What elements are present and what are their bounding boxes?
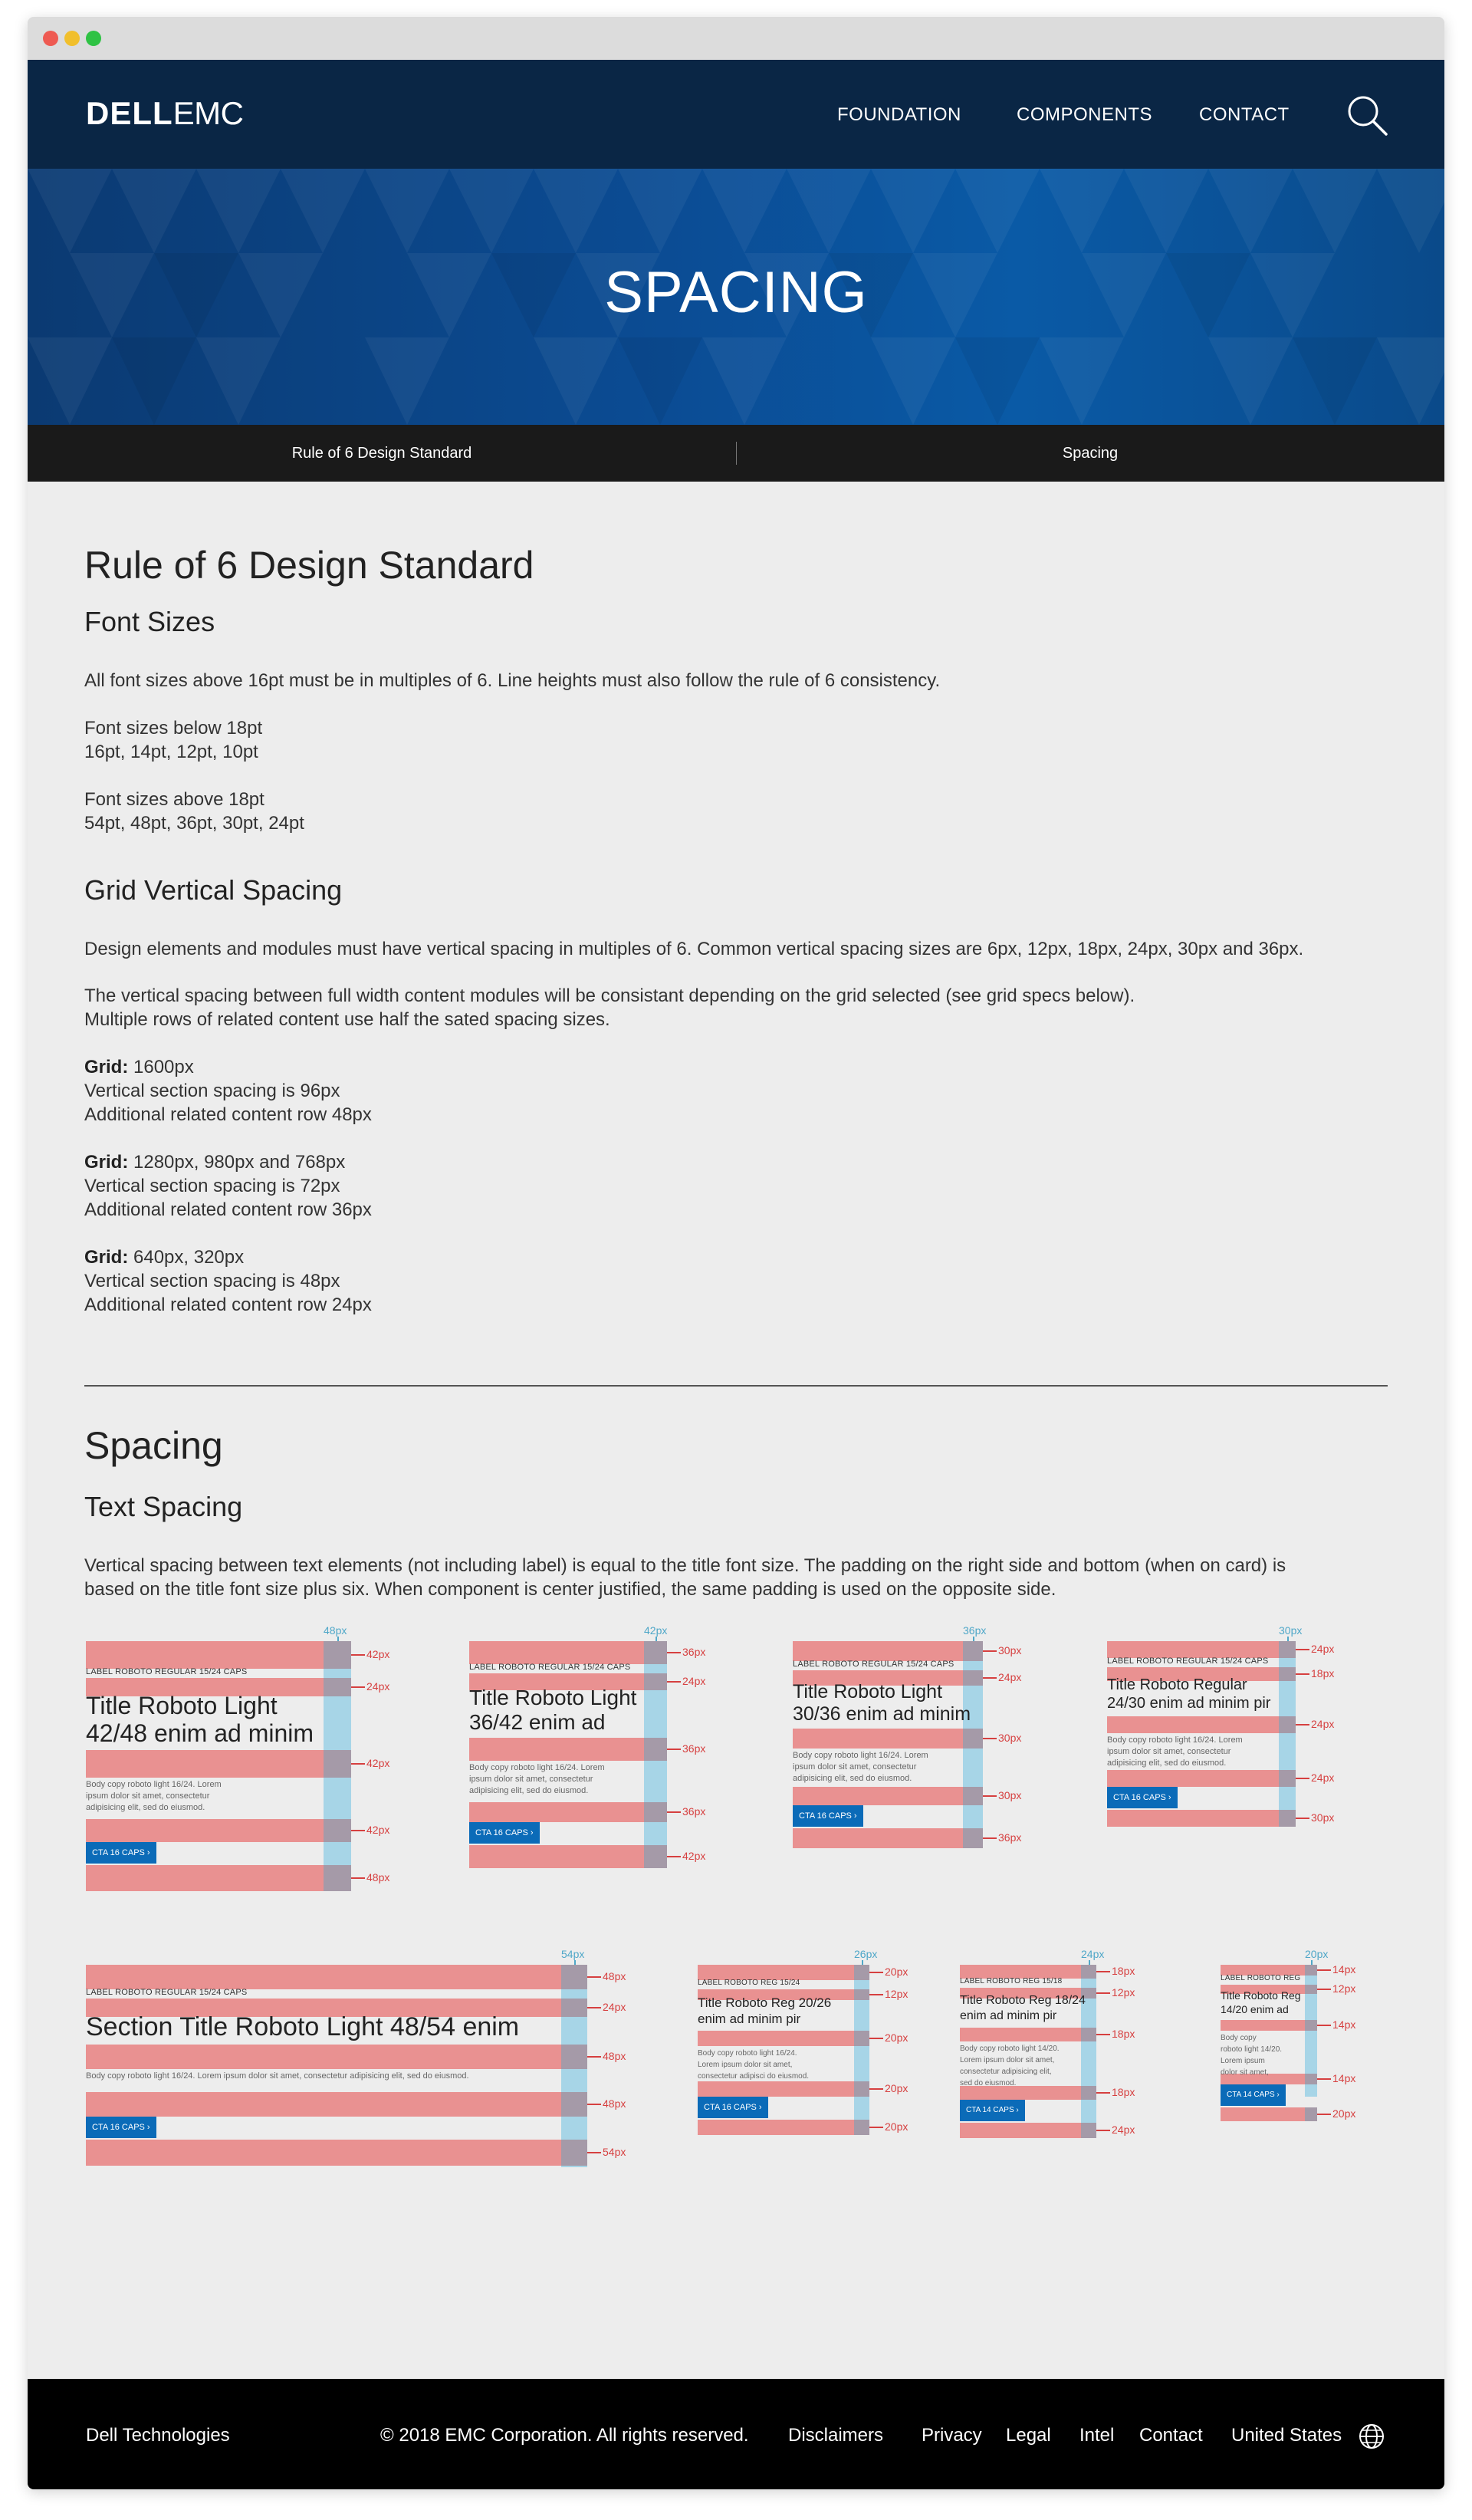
diagram-body: consectetur adipisicing elit, (960, 2068, 1052, 2076)
font-above-values: 54pt, 48pt, 36pt, 30pt, 24pt (84, 813, 304, 834)
globe-icon[interactable] (1359, 2423, 1385, 2449)
grid-label: Grid: (84, 1152, 129, 1173)
grid-value: 640px, 320px (128, 1247, 245, 1268)
marker-tick (1317, 2114, 1331, 2115)
gutter-overlap (854, 2120, 869, 2135)
sub-nav (28, 425, 1444, 482)
diagram-cta-button: CTA 14 CAPS › (1221, 2084, 1286, 2106)
browser-window (28, 17, 1444, 2489)
marker-label: 36px (998, 1831, 1022, 1844)
marker-label: 30px (998, 1789, 1022, 1801)
nav-link-foundation[interactable]: FOUNDATION (837, 104, 961, 125)
marker-label: 12px (1332, 1982, 1356, 1995)
marker-label: 42px (366, 1648, 390, 1660)
diagram-cta-button: CTA 16 CAPS › (1107, 1787, 1178, 1808)
marker-label: 14px (1332, 2072, 1356, 2084)
subnav-item-rule-of-6[interactable]: Rule of 6 Design Standard (291, 445, 472, 462)
spacing-band (86, 2140, 561, 2166)
diagram-title: Title Roboto Light (86, 1692, 278, 1719)
gutter-width-label: 42px (644, 1624, 668, 1637)
footer-link-intel[interactable]: Intel (1079, 2425, 1115, 2446)
marker-label: 18px (1112, 2086, 1135, 2098)
gutter-overlap (1279, 1716, 1296, 1733)
gutter-width-label: 30px (1279, 1624, 1303, 1637)
marker-tick (351, 1654, 365, 1656)
spacing-band (698, 2120, 854, 2135)
gutter-overlap (1305, 1965, 1317, 1976)
grid-label: Grid: (84, 1247, 129, 1268)
marker-label: 24px (1311, 1772, 1335, 1784)
gutter-overlap (1279, 1641, 1296, 1658)
diagram-cta-button: CTA 16 CAPS › (793, 1805, 863, 1827)
marker-tick (869, 2127, 883, 2128)
marker-tick (983, 1650, 997, 1652)
logo-emc: EMC (172, 95, 244, 131)
grid-row: Additional related content row 48px (84, 1104, 372, 1125)
diagram-cta-button: CTA 16 CAPS › (86, 2117, 156, 2138)
diagram-cta-button: CTA 14 CAPS › (960, 2100, 1025, 2121)
diagram-title: enim ad minim pir (698, 2012, 801, 2026)
marker-label: 12px (885, 1988, 909, 2000)
diagram-cta-button: CTA 16 CAPS › (86, 1842, 156, 1864)
section-title-rule-of-6: Rule of 6 Design Standard (84, 544, 534, 587)
spacing-band (960, 2028, 1081, 2041)
marker-tick (1317, 1969, 1331, 1971)
spacing-band (793, 1828, 963, 1848)
diagram-label: LABEL ROBOTO REGULAR 15/24 CAPS (86, 1667, 248, 1676)
spacing-band (793, 1641, 963, 1661)
main-content (28, 482, 1444, 2379)
spacing-band (698, 2031, 854, 2046)
marker-tick (667, 1856, 681, 1857)
diagram-title: Title Roboto Light (793, 1681, 943, 1702)
marker-label: 18px (1112, 1965, 1135, 1977)
marker-tick (587, 1976, 601, 1978)
diagram-body: Body copy roboto light 14/20. (960, 2045, 1060, 2053)
marker-label: 20px (885, 2082, 909, 2094)
marker-tick (983, 1795, 997, 1797)
spacing-band (469, 1845, 644, 1868)
diagram-title: 36/42 enim ad (469, 1710, 606, 1734)
text-spacing-intro-1: Vertical spacing between text elements (not including label) is equal to the title font size. The padding on the right side and bottom (when on card) is (84, 1555, 1286, 1576)
spacing-band (86, 1819, 324, 1842)
close-dot-icon[interactable] (43, 31, 58, 46)
diagram-body: ipsum dolor sit amet, consectetur (1107, 1747, 1231, 1756)
diagram-body: Body copy roboto light 16/24. Lorem (793, 1751, 928, 1760)
font-sizes-intro: All font sizes above 16pt must be in multiples of 6. Line heights must also follow the rule of 6 consistency. (84, 670, 941, 691)
spacing-band (793, 1729, 963, 1749)
marker-label: 12px (1112, 1986, 1135, 1999)
marker-label: 18px (1112, 2028, 1135, 2040)
footer-brand[interactable]: Dell Technologies (86, 2425, 230, 2446)
spacing-band (86, 1965, 561, 1989)
spacing-band (698, 1965, 854, 1980)
spacing-band (86, 2045, 561, 2069)
gutter-overlap (963, 1787, 983, 1805)
gutter-overlap (1305, 2107, 1317, 2121)
gutter-width-label: 20px (1305, 1948, 1329, 1960)
marker-tick (1096, 2092, 1110, 2094)
marker-label: 30px (998, 1732, 1022, 1744)
marker-label: 14px (1332, 1963, 1356, 1976)
diagram-body: ipsum dolor sit amet, consectetur (86, 1791, 210, 1801)
marker-tick (1317, 1989, 1331, 1990)
grid-value: 1280px, 980px and 768px (128, 1152, 346, 1173)
marker-tick (587, 2104, 601, 2105)
gutter-overlap (963, 1729, 983, 1749)
marker-label: 24px (603, 2001, 626, 2013)
spacing-band (1221, 2020, 1305, 2031)
marker-label: 42px (366, 1757, 390, 1769)
gutter-overlap (324, 1641, 351, 1669)
marker-label: 24px (1112, 2124, 1135, 2136)
marker-tick (1296, 1649, 1309, 1650)
diagram-body: adipisicing elit, sed do eiusmod. (1107, 1758, 1227, 1768)
gutter-overlap (561, 1999, 587, 2017)
diagram-title: 14/20 enim ad (1221, 2003, 1289, 2015)
diagram-title: Title Roboto Light (469, 1686, 637, 1709)
grid-line-1: The vertical spacing between full width content modules will be consistant depending on the grid selected (see grid specs below). (84, 985, 1135, 1006)
grid-intro: Design elements and modules must have vertical spacing in multiples of 6. Common vertical spacing sizes are 6px, 12px, 18px, 24px, 30px and 36px. (84, 939, 1304, 959)
marker-label: 24px (1311, 1718, 1335, 1730)
footer-copyright: © 2018 EMC Corporation. All rights reserved. (380, 2425, 749, 2446)
diagram-body: Lorem ipsum dolor sit amet, (698, 2061, 793, 2069)
grid-line-2: Multiple rows of related content use half the sated spacing sizes. (84, 1009, 610, 1030)
marker-label: 48px (366, 1871, 390, 1883)
browser-chrome (28, 17, 1444, 60)
footer-link-contact[interactable]: Contact (1139, 2425, 1203, 2446)
gutter-overlap (1081, 2086, 1096, 2100)
diagram-cta-button: CTA 16 CAPS › (698, 2097, 768, 2118)
search-icon[interactable] (1346, 94, 1389, 137)
gutter-overlap (963, 1670, 983, 1686)
footer-link-disclaimers[interactable]: Disclaimers (788, 2425, 884, 2446)
diagram-title: Title Roboto Reg 20/26 (698, 1995, 832, 2010)
marker-label: 30px (1311, 1811, 1335, 1824)
diagram-body: Lorem ipsum (1221, 2057, 1265, 2065)
gutter-overlap (644, 1673, 667, 1690)
spacing-band (1107, 1810, 1279, 1827)
marker-tick (869, 2038, 883, 2039)
diagram-body: Body copy roboto light 16/24. Lorem (469, 1763, 605, 1772)
marker-tick (869, 1972, 883, 1973)
diagram-body: adipisicing elit, sed do eiusmod. (793, 1774, 912, 1783)
diagram-body: dolor sit amet, (1221, 2068, 1269, 2077)
diagram-body: Body copy roboto light 16/24. Lorem ipsum dolor sit amet, consectetur adipisicing elit, sed do eiusmod. (86, 2071, 469, 2081)
text-spacing-intro-2: based on the title font size plus six. When component is center justified, the same padding is used on the opposite side. (84, 1579, 1056, 1600)
spacing-band (698, 2081, 854, 2097)
marker-tick (351, 1877, 365, 1879)
font-below-label: Font sizes below 18pt (84, 718, 263, 739)
minimize-dot-icon[interactable] (64, 31, 80, 46)
gutter-width-label: 48px (324, 1624, 347, 1637)
marker-tick (587, 2152, 601, 2153)
gutter-overlap (1081, 2028, 1096, 2041)
grid-row: Additional related content row 36px (84, 1199, 372, 1220)
marker-tick (667, 1749, 681, 1750)
spacing-band (469, 1641, 644, 1664)
diagram-title: 30/36 enim ad minim (793, 1703, 971, 1725)
diagram-label: LABEL ROBOTO REGULAR 15/24 CAPS (86, 1988, 248, 1997)
grid-label: Grid: (84, 1057, 129, 1077)
diagram-body: adipisicing elit, sed do eiusmod. (86, 1803, 205, 1812)
diagram-title: Title Roboto Reg (1221, 1989, 1301, 2002)
marker-label: 36px (682, 1805, 706, 1818)
gutter-overlap (644, 1641, 667, 1664)
marker-label: 30px (998, 1644, 1022, 1656)
gutter-overlap (854, 2031, 869, 2046)
marker-label: 24px (366, 1680, 390, 1693)
marker-tick (983, 1677, 997, 1679)
gutter-overlap (854, 2081, 869, 2097)
marker-label: 54px (603, 2146, 626, 2158)
marker-tick (1296, 1818, 1309, 1819)
gutter-overlap (1279, 1770, 1296, 1787)
grid-row: Additional related content row 24px (84, 1295, 372, 1315)
font-above-label: Font sizes above 18pt (84, 789, 264, 810)
marker-tick (1096, 2034, 1110, 2035)
diagram-label: LABEL ROBOTO REG (1221, 1974, 1301, 1982)
spacing-band (469, 1802, 644, 1822)
diagram-body: Body copy roboto light 16/24. (698, 2049, 797, 2058)
nav-link-contact[interactable]: CONTACT (1199, 104, 1290, 125)
grid-spacing: Vertical section spacing is 96px (84, 1081, 340, 1101)
marker-tick (1296, 1724, 1309, 1726)
diagram-body: ipsum dolor sit amet, consectetur (469, 1775, 593, 1784)
gutter-overlap (963, 1641, 983, 1661)
diagram-title: Title Roboto Regular (1107, 1676, 1247, 1693)
marker-tick (1096, 1992, 1110, 1994)
marker-label: 48px (603, 1970, 626, 1982)
grid-spec-640 (84, 1245, 372, 1317)
marker-label: 20px (885, 2120, 909, 2133)
gutter-overlap (1305, 2020, 1317, 2031)
marker-label: 20px (885, 2031, 909, 2044)
spacing-band (1107, 1641, 1279, 1658)
gutter-overlap (644, 1845, 667, 1868)
diagram-label: LABEL ROBOTO REGULAR 15/24 CAPS (469, 1663, 631, 1672)
gutter-width-label: 54px (561, 1948, 585, 1960)
gutter-overlap (854, 1989, 869, 2000)
diagram-body: consectetur adipisci do eiusmod. (698, 2072, 810, 2081)
diagram-body: Body copy roboto light 16/24. Lorem (86, 1780, 222, 1789)
marker-tick (351, 1686, 365, 1688)
diagram-body: ipsum dolor sit amet, consectetur (793, 1762, 917, 1772)
logo-dell: DELL (86, 95, 173, 131)
marker-tick (667, 1811, 681, 1813)
gutter-overlap (324, 1819, 351, 1842)
gutter-overlap (561, 2045, 587, 2069)
marker-label: 20px (1332, 2107, 1356, 2120)
marker-tick (869, 1994, 883, 1995)
diagram-body: adipisicing elit, sed do eiusmod. (469, 1786, 589, 1795)
heading-text-spacing: Text Spacing (84, 1491, 243, 1522)
grid-value: 1600px (128, 1057, 194, 1077)
marker-tick (1296, 1673, 1309, 1675)
marker-tick (983, 1837, 997, 1839)
marker-label: 24px (1311, 1643, 1335, 1655)
marker-label: 18px (1311, 1667, 1335, 1679)
hero-banner (28, 169, 1444, 425)
grid-spacing: Vertical section spacing is 48px (84, 1271, 340, 1291)
marker-tick (587, 2056, 601, 2058)
gutter-overlap (1081, 1965, 1096, 1979)
top-nav (28, 60, 1444, 169)
spacing-band (86, 1641, 324, 1669)
footer-link-united-states[interactable]: United States (1231, 2425, 1342, 2446)
page-title: SPACING (604, 260, 868, 325)
spacing-band (1107, 1770, 1279, 1787)
gutter-overlap (644, 1802, 667, 1822)
footer-link-legal[interactable]: Legal (1006, 2425, 1051, 2446)
marker-tick (1096, 2130, 1110, 2131)
spacing-band (1107, 1716, 1279, 1733)
gutter-width-label: 36px (963, 1624, 987, 1637)
marker-label: 42px (366, 1824, 390, 1836)
marker-tick (983, 1738, 997, 1739)
diagram-cta-button: CTA 16 CAPS › (469, 1822, 540, 1844)
gutter-overlap (324, 1678, 351, 1696)
spacing-band (793, 1787, 963, 1805)
marker-label: 14px (1332, 2018, 1356, 2031)
marker-tick (1096, 1971, 1110, 1972)
marker-tick (351, 1830, 365, 1831)
maximize-dot-icon[interactable] (86, 31, 101, 46)
section-title-spacing: Spacing (84, 1424, 223, 1467)
gutter-overlap (1305, 1985, 1317, 1994)
spacing-band (86, 1865, 324, 1891)
diagram-title: 42/48 enim ad minim (86, 1719, 314, 1747)
marker-label: 36px (682, 1646, 706, 1658)
spacing-band (86, 2092, 561, 2117)
diagram-label: LABEL ROBOTO REGULAR 15/24 CAPS (1107, 1656, 1269, 1666)
gutter-overlap (1279, 1810, 1296, 1827)
font-below-values: 16pt, 14pt, 12pt, 10pt (84, 742, 258, 762)
diagram-label: LABEL ROBOTO REG 15/24 (698, 1979, 800, 1987)
gutter-overlap (1279, 1667, 1296, 1681)
marker-label: 48px (603, 2097, 626, 2110)
diagram-label: LABEL ROBOTO REGULAR 15/24 CAPS (793, 1660, 955, 1669)
diagram-title: Section Title Roboto Light 48/54 enim (86, 2012, 520, 2041)
marker-label: 48px (603, 2050, 626, 2062)
diagram-label: LABEL ROBOTO REG 15/18 (960, 1977, 1063, 1985)
heading-grid-vertical-spacing: Grid Vertical Spacing (84, 874, 343, 906)
marker-tick (667, 1681, 681, 1683)
gutter-overlap (963, 1828, 983, 1848)
diagram-body: Body copy (1221, 2034, 1257, 2042)
marker-tick (1317, 2025, 1331, 2026)
diagram-body: Lorem ipsum dolor sit amet, (960, 2056, 1055, 2064)
marker-tick (869, 2088, 883, 2090)
grid-spec-1280 (84, 1150, 372, 1222)
marker-tick (351, 1763, 365, 1765)
gutter-overlap (1081, 2123, 1096, 2138)
diagram-body: Body copy roboto light 16/24. Lorem (1107, 1735, 1243, 1745)
spacing-band (86, 1750, 324, 1778)
marker-label: 36px (682, 1742, 706, 1755)
diagram-title: 24/30 enim ad minim pir (1107, 1695, 1271, 1712)
marker-tick (587, 2007, 601, 2008)
marker-tick (1317, 2078, 1331, 2080)
diagram-body: roboto light 14/20. (1221, 2045, 1283, 2054)
nav-link-components[interactable]: COMPONENTS (1017, 104, 1153, 125)
marker-label: 24px (998, 1671, 1022, 1683)
marker-label: 42px (682, 1850, 706, 1862)
gutter-width-label: 26px (854, 1948, 878, 1960)
spacing-band (469, 1738, 644, 1761)
diagram-title: enim ad minim pir (960, 2009, 1057, 2022)
dell-emc-logo[interactable] (86, 95, 244, 132)
footer (28, 2379, 1444, 2489)
marker-label: 20px (885, 1966, 909, 1978)
diagram-body: sed do eiusmod. (960, 2079, 1017, 2087)
gutter-overlap (854, 1965, 869, 1980)
marker-tick (667, 1652, 681, 1653)
subnav-item-spacing[interactable]: Spacing (1062, 445, 1119, 462)
gutter-overlap (561, 1965, 587, 1989)
marker-tick (1296, 1778, 1309, 1779)
heading-font-sizes: Font Sizes (84, 606, 215, 637)
gutter-overlap (324, 1865, 351, 1891)
marker-label: 24px (682, 1675, 706, 1687)
diagram-title: Title Roboto Reg 18/24 (960, 1994, 1086, 2007)
grid-spacing: Vertical section spacing is 72px (84, 1176, 340, 1196)
gutter-overlap (324, 1750, 351, 1778)
gutter-overlap (561, 2140, 587, 2166)
spacing-band (960, 2123, 1081, 2138)
grid-spec-1600 (84, 1055, 372, 1127)
gutter-overlap (1305, 2074, 1317, 2084)
gutter-width-label: 24px (1081, 1948, 1105, 1960)
gutter-overlap (561, 2092, 587, 2117)
section-divider (84, 1385, 1388, 1387)
footer-link-privacy[interactable]: Privacy (922, 2425, 982, 2446)
spacing-band (1221, 2107, 1305, 2121)
gutter-overlap (644, 1738, 667, 1761)
